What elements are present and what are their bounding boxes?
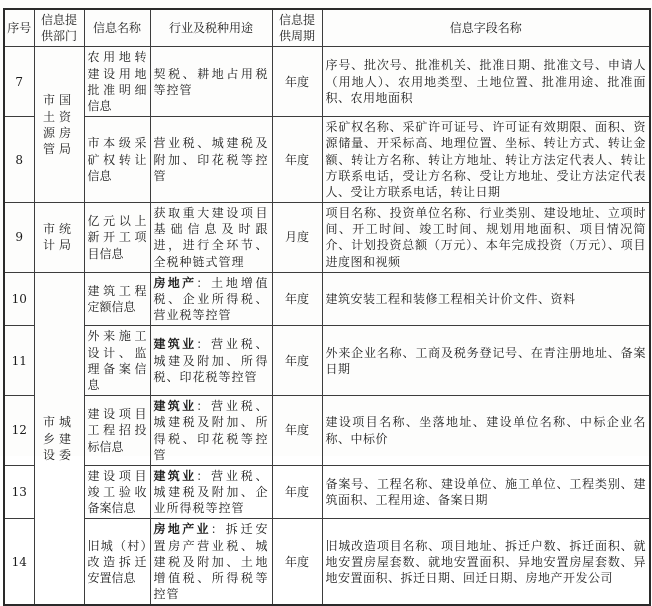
header-cell-1: 信息提供部门 [34, 9, 84, 47]
cell-info-name: 建筑工程定额信息 [84, 272, 150, 326]
cell-serial-number: 7 [4, 47, 34, 117]
industry-text: ：营业税、城建税及附加、所得税、印花税等控管 [153, 399, 269, 462]
cell-info-name: 建设项目工程招投标信息 [84, 396, 150, 466]
cell-provision-period: 年度 [272, 47, 322, 117]
cell-field-names: 建设项目名称、坐落地址、建设单位名称、中标企业名称、中标价 [322, 396, 650, 466]
cell-industry-tax-usage [150, 203, 272, 273]
industry-text: 营业税、城建税及附加、印花税等控管 [153, 136, 269, 183]
industry-text: ：土地增值税、企业所得税、营业税等控管 [153, 275, 269, 323]
industry-text: ：营业税、城建税及附加、企业所得税等控管 [153, 468, 269, 516]
header-cell-3: 行业及税种用途 [150, 9, 272, 47]
cell-industry-tax-usage [150, 117, 272, 203]
cell-info-name: 市本级采矿权转让信息 [84, 117, 150, 203]
table-row [4, 465, 650, 519]
cell-info-name: 亿元以上新开工项目信息 [84, 203, 150, 273]
cell-department: 市城乡建设委 [34, 272, 84, 605]
cell-info-name: 建设项目竣工验收备案信息 [84, 465, 150, 519]
cell-info-name: 外来施工设计、监理备案信息 [84, 326, 150, 396]
cell-field-names: 采矿权名称、采矿许可证号、许可证有效期限、面积、资源储量、开采标高、地理位置、坐标、转让方式、转让金额、转让方名称、转让方地址、转让方法定代表人、转让方联系电话，受让方名称、受让方地址、受让方法定代表人、受让方联系电话，转让日期 [322, 117, 650, 203]
cell-info-name: 农用地转建设用地批准明细信息 [84, 47, 150, 117]
header-cell-4: 信息提供周期 [272, 9, 322, 47]
table-header-row [4, 9, 650, 47]
cell-provision-period: 年度 [272, 326, 322, 396]
table-row [4, 396, 650, 466]
info-provision-table [3, 8, 651, 606]
cell-info-name: 旧城（村）改造拆迁安置信息 [84, 519, 150, 605]
cell-serial-number: 8 [4, 117, 34, 203]
table-row [4, 326, 650, 396]
cell-field-names: 备案号、工程名称、建设单位、施工单位、工程类别、建筑面积、工程用途、备案日期 [322, 465, 650, 519]
cell-provision-period: 年度 [272, 272, 322, 326]
industry-text: 获取重大建设项目基础信息及时跟进，进行全环节、全税种链式管理 [153, 206, 269, 269]
industry-text: ：拆迁安置房产营业税、城建税及附加、土地增值税、所得税等控管 [153, 522, 269, 602]
cell-industry-tax-usage [150, 47, 272, 117]
industry-text: ：营业税、城建及附加、所得税、印花税等控管 [153, 337, 269, 384]
cell-provision-period: 月度 [272, 203, 322, 273]
cell-serial-number: 10 [4, 272, 34, 326]
cell-industry-tax-usage [150, 465, 272, 519]
table-row [4, 272, 650, 326]
cell-serial-number: 11 [4, 326, 34, 396]
industry-keyword: 房地产业 [153, 522, 211, 537]
table-row [4, 519, 650, 605]
cell-industry-tax-usage [150, 519, 272, 605]
industry-keyword: 房地产 [153, 275, 197, 290]
cell-field-names: 项目名称、投资单位名称、行业类别、建设地址、立项时间、开工时间、竣工时间、规划用地面积、项目情况简介、计划投资总额（万元）、本年完成投资（万元）、项目进度图和视频 [322, 203, 650, 273]
table-row [4, 117, 650, 203]
table-row [4, 203, 650, 273]
cell-field-names: 旧城改造项目名称、项目地址、拆迁户数、拆迁面积、就地安置房屋套数、就地安置面积、异地安置房屋套数、异地安置面积、拆迁日期、回迁日期、房地产开发公司 [322, 519, 650, 605]
cell-provision-period: 年度 [272, 396, 322, 466]
cell-industry-tax-usage [150, 272, 272, 326]
cell-industry-tax-usage [150, 326, 272, 396]
cell-serial-number: 12 [4, 396, 34, 466]
cell-department: 市统计局 [34, 203, 84, 273]
cell-industry-tax-usage [150, 396, 272, 466]
cell-provision-period: 年度 [272, 465, 322, 519]
header-cell-0: 序号 [4, 9, 34, 47]
header-cell-5: 信息字段名称 [322, 9, 650, 47]
industry-keyword: 建筑业 [153, 468, 197, 483]
industry-keyword: 建筑业 [153, 337, 197, 352]
cell-provision-period: 年度 [272, 117, 322, 203]
cell-department: 市国土资源房管局 [34, 47, 84, 203]
cell-serial-number: 13 [4, 465, 34, 519]
header-cell-2: 信息名称 [84, 9, 150, 47]
cell-field-names: 外来企业名称、工商及税务登记号、在青注册地址、备案日期 [322, 326, 650, 396]
cell-serial-number: 9 [4, 203, 34, 273]
cell-provision-period: 年度 [272, 519, 322, 605]
cell-field-names: 建筑安装工程和装修工程相关计价文件、资料 [322, 272, 650, 326]
industry-text: 契税、耕地占用税等控管 [153, 66, 269, 97]
table-row [4, 47, 650, 117]
industry-keyword: 建筑业 [153, 399, 197, 414]
cell-serial-number: 14 [4, 519, 34, 605]
cell-field-names: 序号、批次号、批准机关、批准日期、批准文号、申请人（用地人）、农用地类型、土地位置、批准用途、批准面积、农用地面积 [322, 47, 650, 117]
